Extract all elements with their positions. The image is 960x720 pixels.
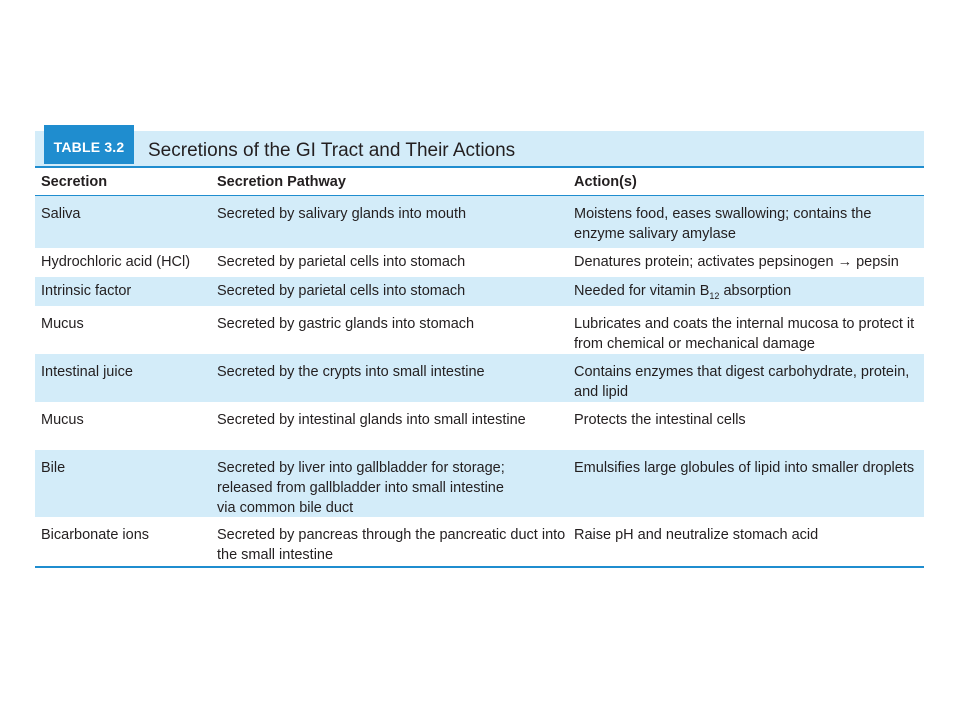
table-bottom-rule — [35, 566, 924, 568]
cell-pathway: Secreted by pancreas through the pancreatic duct into the small intestine — [217, 527, 566, 563]
cell-pathway: Secreted by salivary glands into mouth — [217, 206, 467, 222]
cell-pathway — [211, 450, 568, 517]
table-header-row — [35, 168, 924, 196]
cell-pathway: Secreted by parietal cells into stomach — [217, 254, 466, 270]
table-title: Secretions of the GI Tract and Their Actions — [148, 140, 516, 161]
cell-pathway: Secreted by gastric glands into stomach — [217, 316, 475, 332]
cell-secretion: Saliva — [41, 206, 81, 222]
table-row — [35, 450, 924, 517]
cell-action: Contains enzymes that digest carbohydrate, protein, and lipid — [574, 364, 910, 400]
cell-action: Protects the intestinal cells — [574, 412, 746, 428]
table-row — [35, 277, 924, 306]
cell-secretion: Intrinsic factor — [41, 283, 132, 299]
table-row — [35, 196, 924, 248]
cell-secretion: Mucus — [41, 412, 84, 428]
cell-secretion: Bile — [41, 460, 66, 476]
cell-pathway: Secreted by intestinal glands into small intestine — [217, 412, 526, 428]
table-row — [35, 248, 924, 277]
cell-action: Moistens food, eases swallowing; contains the enzyme salivary amylase — [574, 206, 872, 242]
header-actions: Action(s) — [574, 174, 637, 190]
table-row — [35, 402, 924, 450]
header-secretion: Secretion — [41, 174, 108, 190]
table-title-bar — [35, 131, 924, 166]
cell-action: Raise pH and neutralize stomach acid — [574, 527, 819, 543]
table-row — [35, 306, 924, 354]
cell-secretion: Mucus — [41, 316, 84, 332]
cell-secretion: Hydrochloric acid (HCl) — [41, 254, 191, 270]
cell-pathway: Secreted by the crypts into small intestine — [217, 364, 485, 380]
cell-secretion: Bicarbonate ions — [41, 527, 150, 543]
cell-action: Lubricates and coats the internal mucosa to protect it from chemical or mechanical damage — [574, 316, 915, 352]
cell-secretion: Intestinal juice — [41, 364, 133, 380]
secretions-table — [35, 131, 924, 568]
action-text: Needed for vitamin B — [574, 283, 710, 299]
cell-action: Emulsifies large globules of lipid into smaller droplets — [574, 460, 915, 476]
action-subscript: 12 — [709, 290, 720, 301]
table-number-label: TABLE 3.2 — [44, 125, 134, 164]
cell-action: Denatures protein; activates pepsinogen → pepsin — [574, 254, 899, 270]
table-row — [35, 517, 924, 566]
cell-pathway: Secreted by parietal cells into stomach — [217, 283, 466, 299]
table-row — [35, 354, 924, 402]
pathway-line: released from gallbladder into small intestine — [217, 480, 504, 496]
header-pathway: Secretion Pathway — [217, 174, 346, 190]
pathway-line: via common bile duct — [217, 500, 354, 516]
cell-action — [568, 277, 924, 306]
action-text: absorption — [719, 283, 792, 299]
pathway-line: Secreted by liver into gallbladder for storage; — [217, 460, 505, 476]
